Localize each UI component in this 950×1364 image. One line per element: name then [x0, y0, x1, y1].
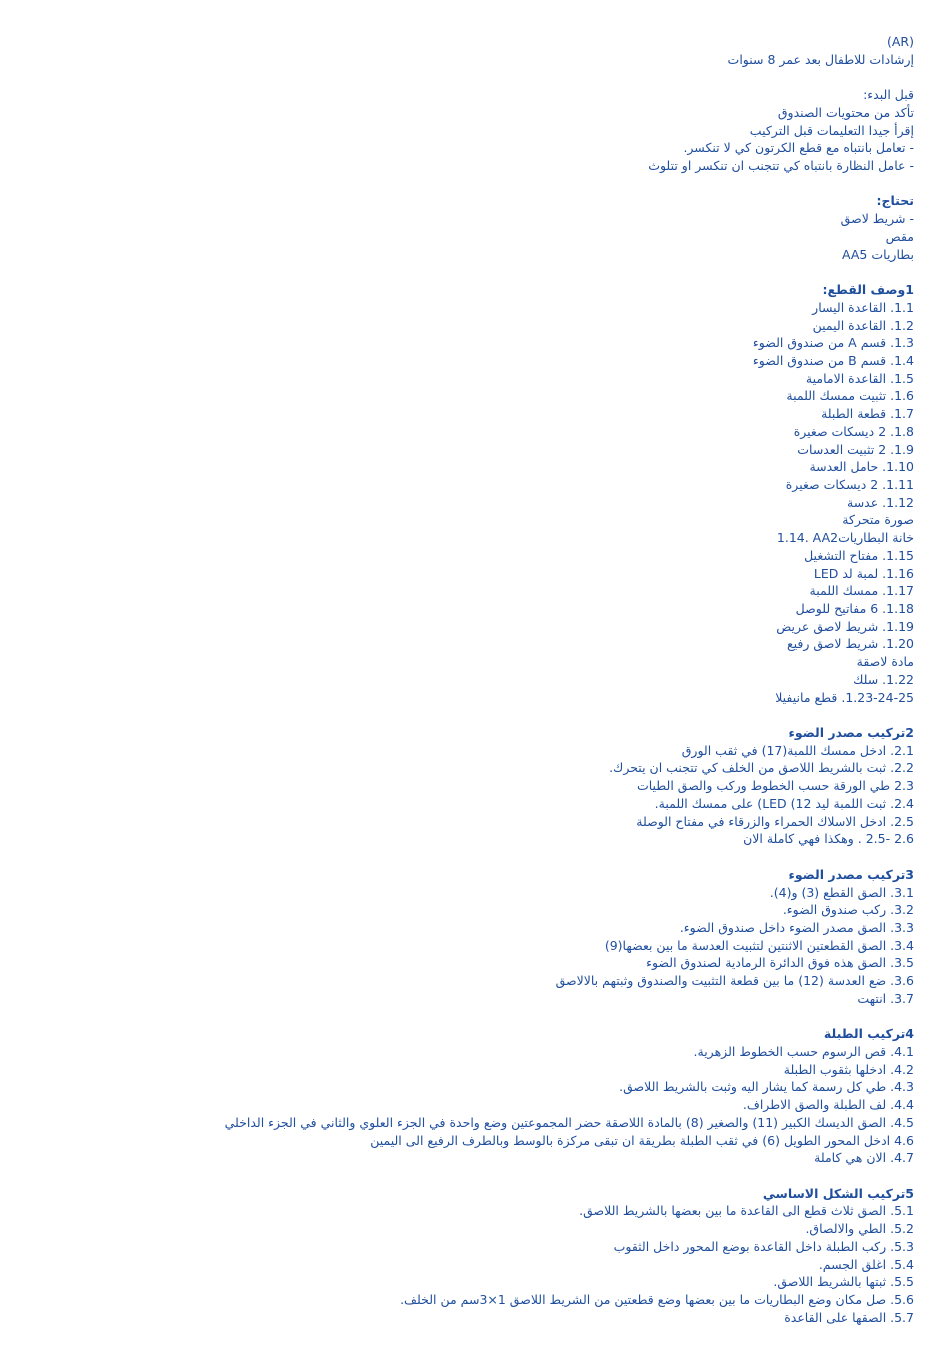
section-heading: تحتاج: [876, 193, 914, 209]
text-line: 5.3. ركب الطبلة داخل القاعدة بوضع المحور داخل الثقوب [613, 1238, 914, 1254]
text-line: 1.11. 2 ديسكات صغيرة [785, 476, 914, 492]
text-line: 3.2. ركب صندوق الضوء. [782, 902, 914, 918]
text-line: (AR) [887, 34, 914, 49]
blank-line [20, 1167, 914, 1185]
section-heading: 4تركيب الطبلة [823, 1026, 914, 1042]
text-line: 2.2. ثبت بالشريط اللاصق من الخلف كي تتجنب ان يتحرك. [609, 760, 914, 776]
instruction-document [20, 33, 914, 1326]
text-line: تأكد من محتويات الصندوق [777, 104, 914, 120]
text-line: 2.6 -2.5 . وهكذا فهي كاملة الان [743, 831, 914, 847]
section-heading: 2تركيب مصدر الضوء [788, 725, 914, 741]
text-line: 1.15. مفتاح التشغيل [804, 547, 914, 563]
text-line: 2.5. ادخل الاسلاك الحمراء والزرقاء في مفتاح الوصلة [636, 813, 914, 829]
text-line: 5.6. صل مكان وضع البطاريات ما بين بعضها وضع قطعتين من الشريط اللاصق 1×3سم من الخلف. [400, 1292, 914, 1308]
text-line: 5.5. ثبتها بالشريط اللاصق. [773, 1274, 914, 1290]
text-line: 3.7. انتهت [857, 990, 914, 1006]
text-line: 1.20. شريط لاصق رفيع [786, 636, 914, 652]
text-line: 1.23-24-25. قطع مانيفيلا [775, 689, 914, 705]
text-line: 5.2. الطي والالصاق. [805, 1221, 914, 1237]
text-line: 1.7. قطعة الطبلة [821, 406, 914, 422]
text-line: 3.6. ضع العدسة (12) ما بين قطعة التثبيت والصندوق وثبتهم بالالاصق [555, 973, 914, 989]
text-line: 4.3. طي كل رسمة كما يشار اليه وثبت بالشريط اللاصق. [619, 1079, 914, 1095]
text-line: 1.5. القاعدة الامامية [805, 370, 914, 386]
text-line: 1.4. قسم B من صندوق الضوء [752, 352, 914, 368]
text-line: 4.1. قص الرسوم حسب الخطوط الزهرية. [693, 1043, 914, 1059]
text-line: 2.1. ادخل ممسك اللمبة(17) في ثقب الورق [681, 742, 914, 758]
text-line: - شريط لاصق [840, 211, 914, 227]
text-line: 4.4. لف الطبلة والصق الاطراف. [742, 1097, 914, 1113]
text-line: 5.4. اغلق الجسم. [818, 1256, 914, 1272]
section-heading: 1وصف القطع: [822, 282, 914, 298]
section-heading: 5تركيب الشكل الاساسي [762, 1185, 914, 1201]
text-line: 1.6. تثبيت ممسك اللمبة [786, 388, 914, 404]
text-line: إرشادات للاطفال بعد عمر 8 سنوات [727, 51, 914, 67]
text-line: 1.8. 2 ديسكات صغيرة [793, 423, 914, 439]
text-line: 1.18. 6 مفاتيح للوصل [795, 601, 914, 616]
blank-line [20, 706, 914, 724]
text-line: - تعامل بانتباه مع قطع الكرتون كي لا تنكسر. [683, 140, 914, 156]
text-line: 1.17. ممسك اللمبة [809, 583, 914, 599]
text-line: 3.3. الصق مصدر الضوء داخل صندوق الضوء. [679, 919, 914, 935]
text-line: 2.3 طي الورقة حسب الخطوط وركب والصق الطيات [636, 778, 914, 794]
text-line: 1.10. حامل العدسة [809, 459, 914, 475]
text-line: 4.5. الصق الديسك الكبير (11) والصغير (8) بالمادة اللاصقة حضر المجموعتين وضع واحدة في الجزء العلوي والثاني في الجزء الداخلي [224, 1114, 914, 1130]
text-line: صورة متحركة [842, 512, 914, 528]
text-line: مادة لاصقة [856, 654, 914, 670]
text-line: 3.1. الصق القطع (3) و(4). [769, 884, 914, 900]
text-line: 1.22. سلك [853, 671, 914, 687]
text-line: إقرأ جيدا التعليمات قبل التركيب [749, 122, 914, 138]
text-line: 1.14. AA2خانة البطاريات [776, 530, 914, 546]
blank-line [20, 175, 914, 193]
text-line: 1.2. القاعدة اليمين [812, 317, 914, 333]
blank-line [20, 1008, 914, 1026]
text-line: 4.6 ادخل المحور الطويل (6) في ثقب الطبلة بطريقة ان تبقى مركزة بالوسط وبالطرف الرفيع الى اليمين [370, 1132, 914, 1148]
text-line: 2.4. ثبت اللمبة ليد 12) LED) على ممسك اللمبة. [654, 795, 914, 811]
text-line: 5.7. الصقها على القاعدة [784, 1309, 914, 1325]
text-line: بطاريات AA5 [841, 246, 914, 262]
text-line: - عامل النظارة بانتباه كي تتجنب ان تنكسر او تتلوث [648, 158, 914, 174]
text-line: 1.1. القاعدة اليسار [812, 299, 914, 315]
text-line: 4.2. ادخلها بثقوب الطبلة [783, 1061, 914, 1077]
text-line: مقص [885, 228, 914, 244]
section-heading: 3تركيب مصدر الضوء [788, 866, 914, 882]
text-line: 3.5. الصق هذه فوق الدائرة الرمادية لصندوق الضوء [646, 955, 914, 971]
blank-line [20, 263, 914, 281]
text-line: 1.19. شريط لاصق عريض [776, 618, 914, 634]
text-line: 1.3. قسم A من صندوق الضوء [752, 335, 914, 351]
text-line: 1.16. لمبة لد LED [813, 565, 914, 581]
text-line: 1.12. عدسة [847, 494, 914, 510]
blank-line [20, 68, 914, 86]
text-line: قبل البدء: [863, 87, 914, 103]
text-line: 5.1. الصق ثلاث قطع الى القاعدة ما بين بعضها بالشريط اللاصق. [579, 1203, 914, 1219]
text-line: 4.7. الان هي كاملة [814, 1150, 914, 1166]
text-line: 3.4. الصق القطعتين الاثنتين لتثبيت العدسة ما بين بعضها(9) [604, 937, 914, 953]
text-line: 1.9. 2 تثبيت العدسات [797, 441, 914, 457]
blank-line [20, 848, 914, 866]
